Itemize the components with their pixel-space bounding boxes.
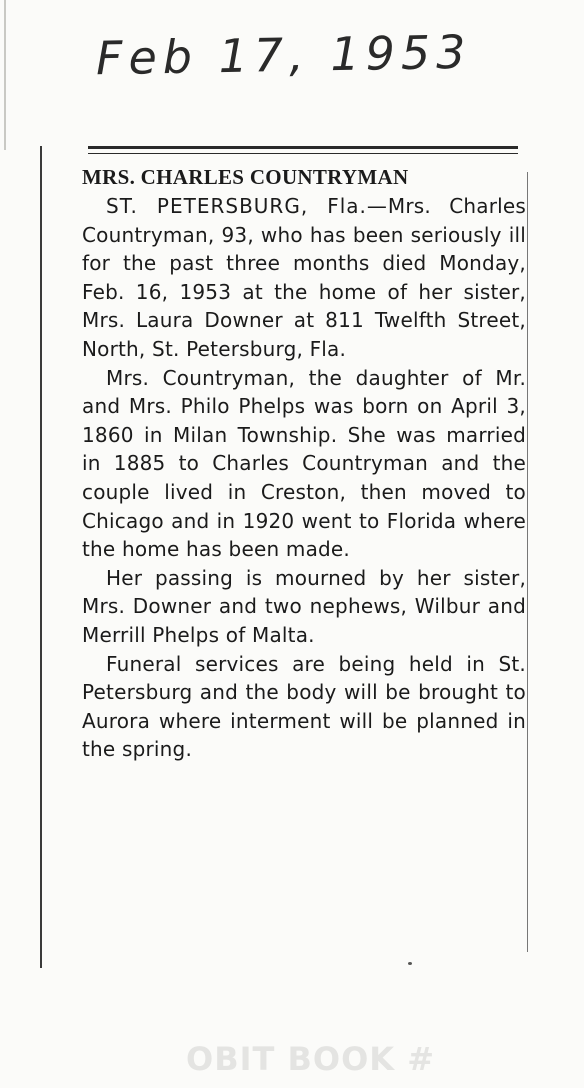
column-rule-thin bbox=[88, 153, 518, 154]
obit-book-stamp: OBIT BOOK # bbox=[186, 1040, 436, 1078]
obituary-article bbox=[82, 162, 526, 764]
paragraph-1-text: Mrs. Charles Countryman, 93, who has been seriously ill for the past three months died Monday, Feb. 16, 1953 at the home of her sister, Mrs. Laura Downer at 811 Twelfth Street, North, St. Petersburg, Fla. bbox=[82, 194, 526, 361]
column-rule bbox=[88, 146, 518, 149]
obituary-headline: MRS. CHARLES COUNTRYMAN bbox=[82, 165, 409, 189]
newspaper-clipping bbox=[40, 146, 526, 968]
page-edge-mark bbox=[4, 0, 6, 150]
article-paragraph-2: Mrs. Countryman, the daughter of Mr. and Mrs. Philo Phelps was born on April 3, 1860 in Milan Township. She was married in 1885 to Charles Countryman and the couple lived in Creston, then moved to Chicago and in 1920 went to Florida where the home has been made. bbox=[82, 365, 526, 562]
article-paragraph-4: Funeral services are being held in St. Petersburg and the body will be brought to Aurora where interment will be planned in the spring. bbox=[82, 651, 526, 762]
ink-speck bbox=[408, 962, 412, 965]
handwritten-date: Feb 17, 1953 bbox=[95, 24, 472, 86]
clipping-edge bbox=[527, 172, 528, 952]
article-paragraph-3: Her passing is mourned by her sister, Mrs. Downer and two nephews, Wilbur and Merrill Phelps of Malta. bbox=[82, 565, 526, 647]
article-paragraph-1 bbox=[82, 192, 526, 364]
dateline: ST. PETERSBURG, Fla.— bbox=[106, 194, 388, 218]
